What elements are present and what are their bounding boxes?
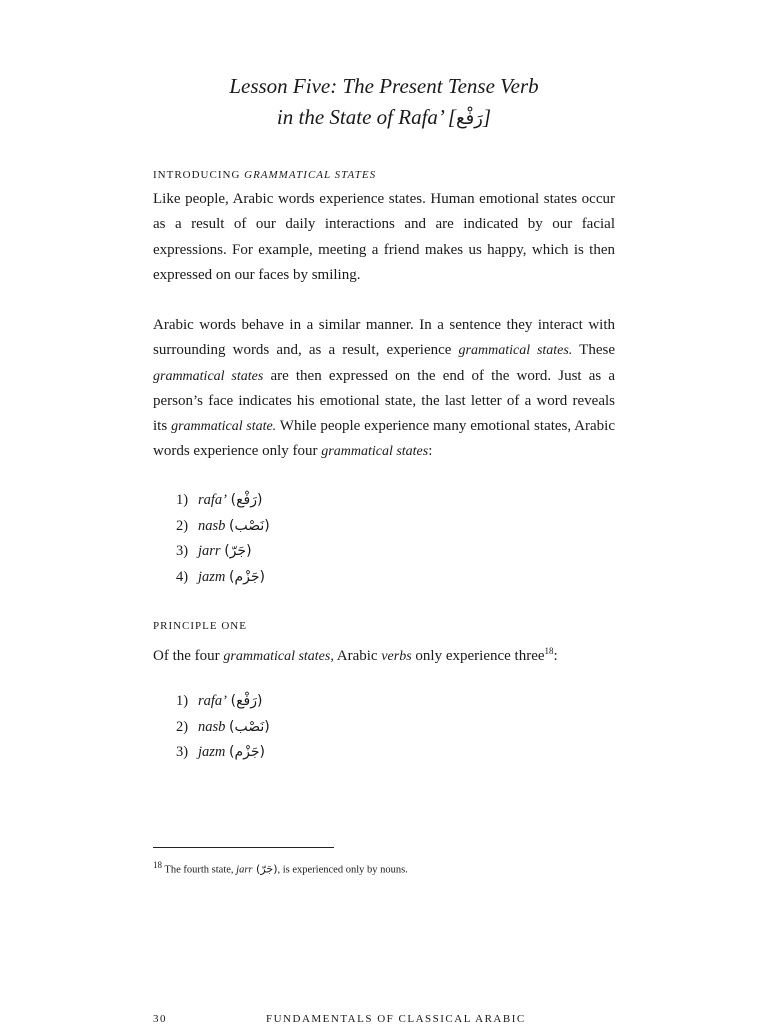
- p3-text-4: :: [553, 648, 558, 664]
- four-states-list: [176, 488, 270, 590]
- list-number: 3): [176, 744, 189, 760]
- list-translit: rafa’: [198, 492, 227, 508]
- page-number: 30: [153, 1013, 167, 1025]
- title-suffix: ]: [482, 105, 492, 129]
- p2-text-5: :: [428, 443, 433, 460]
- p2-italic-4: grammatical states: [321, 444, 429, 460]
- paragraph-intro: Like people, Arabic words experience states. Human emotional states occur as a result of our daily interactions and are indicated by our facial expressions. For example, meeting a friend makes us happy, which is then expressed on our faces by smiling.: [153, 191, 615, 283]
- list-translit: nasb: [198, 718, 226, 735]
- list-item: [176, 740, 270, 766]
- list-arabic: (جَزْم): [229, 744, 266, 760]
- fn-text-2: , is experienced only by nouns.: [277, 864, 408, 876]
- p3-text-2: Arabic: [333, 648, 382, 664]
- list-number: 2): [176, 718, 189, 735]
- running-footer-title: FUNDAMENTALS OF CLASSICAL ARABIC: [266, 1013, 526, 1025]
- footnote-divider: [153, 847, 334, 848]
- list-number: 4): [176, 568, 189, 585]
- p3-italic-1: grammatical states,: [223, 649, 334, 664]
- list-arabic: (نَصْب): [229, 718, 270, 735]
- footnote-ref[interactable]: 18: [544, 646, 554, 656]
- heading-plain: INTRODUCING: [153, 169, 245, 181]
- p3-text-1: Of the four: [153, 648, 224, 664]
- list-item: [176, 689, 270, 715]
- list-translit: jazm: [198, 568, 226, 585]
- p2-text-4: While people experience many emotional states, Arabic words experience only four: [153, 418, 615, 460]
- list-number: 3): [176, 543, 189, 559]
- list-arabic: (جَزْم): [229, 568, 266, 585]
- p2-italic-3: grammatical state.: [171, 419, 277, 435]
- p2-italic-1: grammatical states.: [458, 343, 573, 359]
- p3-text-3: only experience three: [411, 648, 545, 664]
- verb-states-list: [176, 689, 270, 766]
- section-heading-principle-one: PRINCIPLE ONE: [153, 620, 247, 632]
- paragraph-principle-one: [153, 639, 615, 669]
- p2-text-1: Arabic words behave in a similar manner. In a sentence they interact with surrounding words and, as a result, experience: [153, 317, 615, 359]
- list-number: 1): [176, 693, 189, 709]
- list-translit: jazm: [198, 744, 226, 760]
- list-translit: rafa’: [198, 693, 227, 709]
- list-arabic: (نَصْب): [229, 517, 270, 534]
- list-item: [176, 565, 270, 591]
- footnote: [153, 860, 408, 876]
- list-number: 1): [176, 492, 189, 508]
- p2-italic-2: grammatical states: [153, 368, 264, 384]
- p2-text-3: are then expressed on the end of the word. Just as a person’s face indicates his emotional state, the last letter of a word reveals its: [153, 367, 615, 435]
- paragraph-arabic-words: [153, 313, 615, 465]
- list-arabic: (رَفْع): [230, 492, 263, 508]
- fn-text-1: The fourth state,: [162, 864, 237, 876]
- list-translit: nasb: [198, 517, 226, 534]
- list-item: [176, 539, 270, 565]
- list-item: [176, 715, 270, 741]
- list-item: [176, 514, 270, 540]
- footnote-number: 18: [153, 860, 162, 870]
- fn-italic: jarr: [236, 864, 253, 876]
- list-number: 2): [176, 517, 189, 534]
- title-arabic: رَفْع: [456, 108, 483, 129]
- fn-arabic: (جَرّ): [252, 862, 278, 876]
- list-item: [176, 488, 270, 514]
- heading-italic: GRAMMATICAL STATES: [244, 169, 377, 181]
- lesson-title-line-1: Lesson Five: The Present Tense Verb: [229, 74, 539, 98]
- list-translit: jarr: [198, 543, 221, 559]
- section-heading-grammatical-states: [153, 169, 376, 181]
- p3-italic-2: verbs: [381, 649, 412, 664]
- p2-text-2: These: [572, 342, 615, 359]
- lesson-title-line-2: [0, 102, 768, 134]
- title-prefix: in the State of Rafa’ [: [276, 105, 456, 129]
- list-arabic: (رَفْع): [230, 693, 263, 709]
- list-arabic: (جَرّ): [224, 543, 252, 559]
